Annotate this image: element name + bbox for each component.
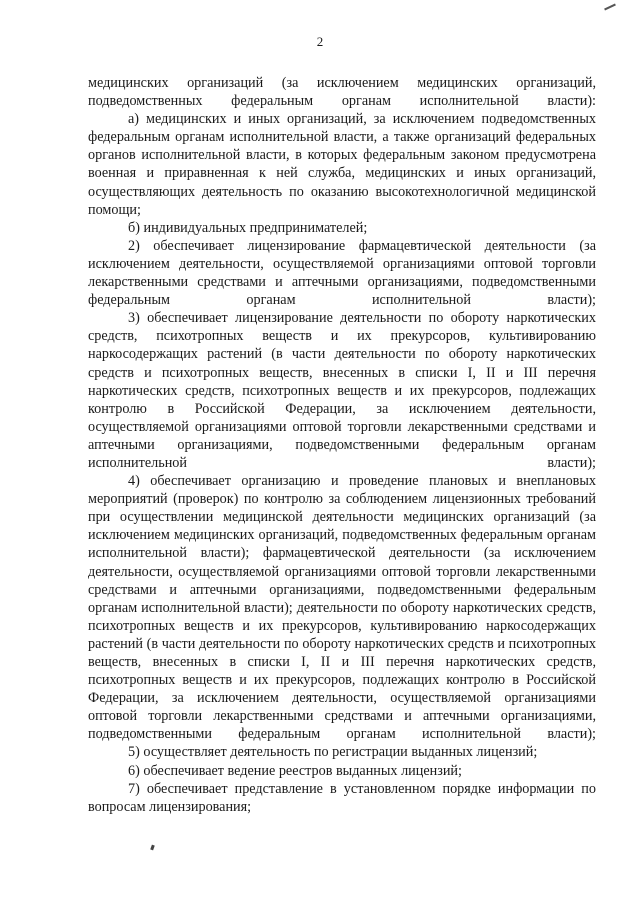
paragraph-item-5: 5) осуществляет деятельность по регистрации выданных лицензий; bbox=[128, 744, 538, 761]
document-body bbox=[88, 74, 596, 816]
paragraph-item-2: 2) обеспечивает лицензирование фармацевтической деятельности (за исключением деятельности, осуществляемой организациями оптовой торговли лекарственными средствами и аптечными организациями, подведомственными федеральным органам исполнительной власти); bbox=[88, 237, 596, 309]
scan-artifact-mark bbox=[150, 845, 155, 851]
paragraph-item-a: а) медицинских и иных организаций, за исключением подведомственных федеральным органам исполнительной власти, а также организаций федеральных органов исполнительной власти, в которых федеральным законом предусмотрена военная и приравненная к ней служба, медицинских и иных организаций, осуществляющих деятельность по оказанию высокотехнологичной медицинской помощи; bbox=[88, 111, 596, 218]
paragraph-item-6: 6) обеспечивает ведение реестров выданных лицензий; bbox=[128, 762, 462, 779]
paragraph-item-4: 4) обеспечивает организацию и проведение плановых и внеплановых мероприятий (проверок) по контролю за соблюдением лицензионных требований при осуществлении медицинской деятельности медицинских организаций (за исключением медицинских организаций, подведомственных федеральным органам исполнительной власти); фармацевтической деятельности (за исключением деятельности, осуществляемой организациями оптовой торговли лекарственными средствами и аптечными организациями, подведомственными федеральным органам исполнительной власти); деятельности по обороту наркотических средств, психотропных веществ и их прекурсоров, культивированию наркосодержащих растений (в части деятельности по обороту наркотических средств и психотропных веществ, внесенных в списки I, II и III перечня наркотических средств, психотропных веществ и их прекурсоров, подлежащих контролю в Российской Федерации, за исключением деятельности, осуществляемой организациями оптовой торговли лекарственными средствами и аптечными организациями, подведомственными федеральным органам исполнительной власти); bbox=[88, 473, 596, 743]
paragraph-item-7: 7) обеспечивает представление в установленном порядке информации по вопросам лицензирования; bbox=[88, 780, 596, 815]
page-number: 2 bbox=[316, 34, 324, 49]
paragraph-continuation: медицинских организаций (за исключением медицинских организаций, подведомственных федеральным органам исполнительной власти): bbox=[88, 75, 596, 110]
paragraph-item-3: 3) обеспечивает лицензирование деятельности по обороту наркотических средств, психотропных веществ и их прекурсоров, культивированию наркосодержащих растений (в части деятельности по обороту наркотических средств и психотропных веществ, внесенных в списки I, II и III перечня наркотических средств, психотропных веществ и их прекурсоров, подлежащих контролю в Российской Федерации, за исключением деятельности, осуществляемой организациями оптовой торговли лекарственными средствами и аптечными организациями, подведомственными федеральным органам исполнительной власти); bbox=[88, 310, 596, 471]
scan-corner-mark bbox=[604, 4, 616, 11]
paragraph-item-b: б) индивидуальных предпринимателей; bbox=[128, 219, 368, 236]
